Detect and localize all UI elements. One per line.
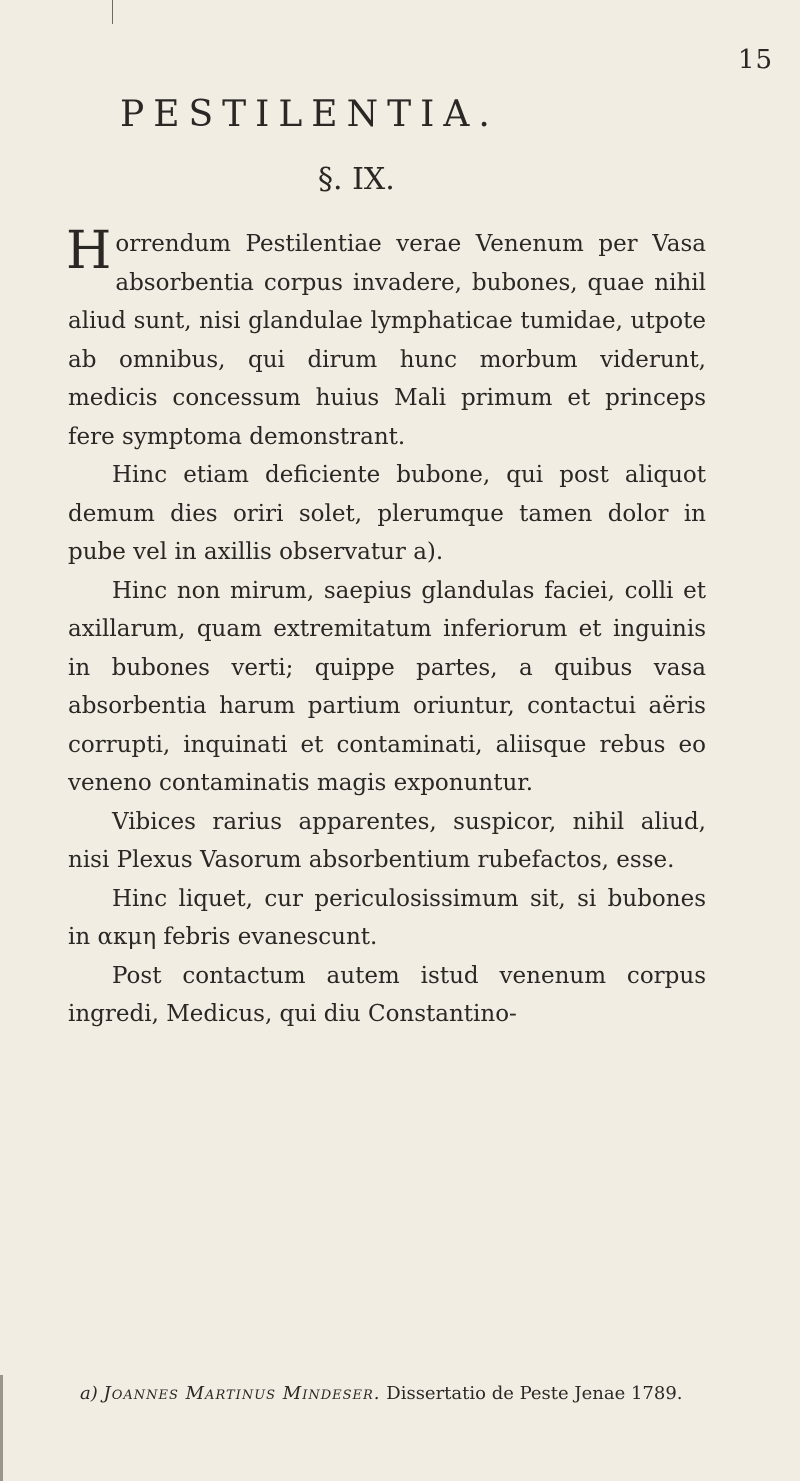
page-edge-shadow [0,1375,3,1481]
paragraph-1 [66,221,706,456]
paragraph-4: Vibices rarius apparentes, suspicor, nihil aliud, nisi Plexus Vasorum absorbentium rubefactos, esse. [68,808,706,873]
footnote [80,1381,706,1407]
section-heading: §. IX. [318,162,395,197]
paragraph-1-text: orrendum Pestilentiae verae Venenum per Vasa absorbentia corpus invadere, bubones, quae nihil aliud sunt, nisi glandulae lymphaticae tumidae, utpote ab omnibus, qui dirum hunc morbum viderunt, medicis concessum huius Mali primum et princeps fere symptoma demonstrant. [68,231,706,450]
paragraph-2: Hinc etiam deficiente bubone, qui post aliquot demum dies oriri solet, plerumque tamen dolor in pube vel in axillis observatur a). [68,462,706,565]
drop-cap: H [66,221,112,281]
running-head: PESTILENTIA. [120,94,499,135]
paragraph-3: Hinc non mirum, saepius glandulas faciei, colli et axillarum, quam extremitatum inferiorum et inguinis in bubones verti; quippe partes, a quibus vasa absorbentia harum partium oriuntur, contactui aëris corrupti, inquinati et contaminati, aliisque rebus eo veneno contaminatis magis exponuntur. [68,577,706,796]
paragraph-6: Post contactum autem istud venenum corpus ingredi, Medicus, qui diu Constantino- [68,962,706,1027]
paragraph-5: Hinc liquet, cur periculosissimum sit, si bubones in ακμη febris evanescunt. [68,885,706,950]
page-number: 15 [738,45,774,75]
main-text [66,221,706,1034]
footnote-text: Dissertatio de Peste Jenae 1789. [386,1383,683,1404]
footnote-author: Joannes Martinus Mindeser. [103,1383,381,1404]
margin-mark [112,0,113,24]
footnote-marker: a) [80,1383,98,1404]
